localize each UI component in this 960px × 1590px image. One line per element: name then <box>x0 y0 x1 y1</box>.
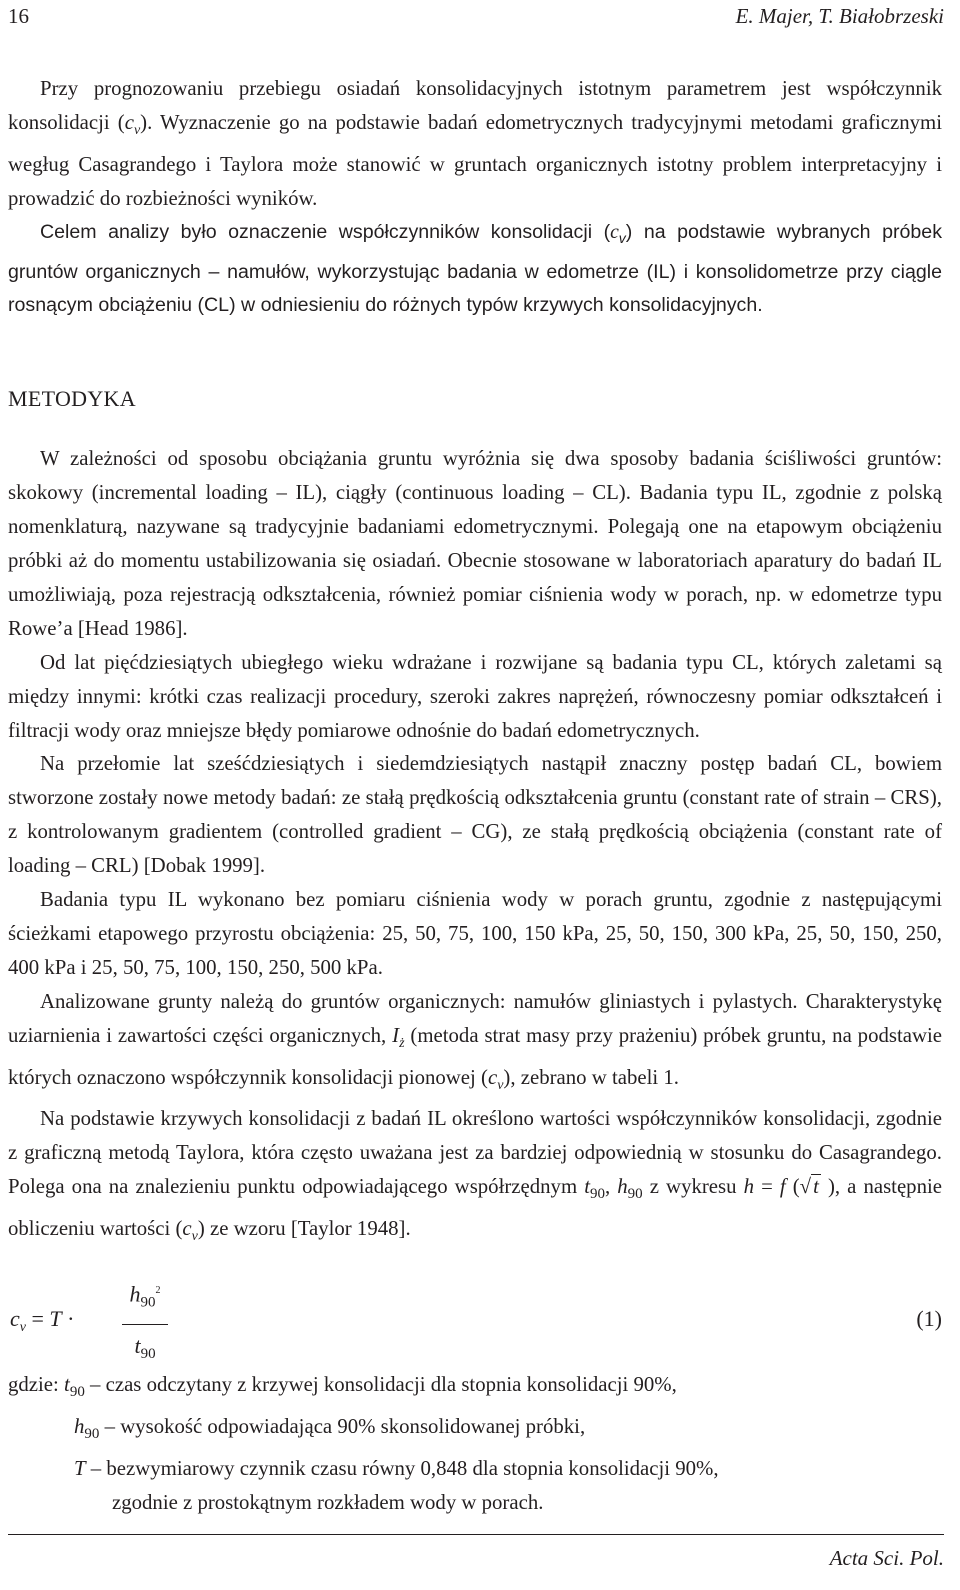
equation-1 <box>8 1272 942 1364</box>
legend-h90: $h_{90}$ – wysokość odpowiadająca 90% skonsolidowanej próbki, <box>74 1415 586 1442</box>
page-header <box>8 0 944 30</box>
legend-T: T – bezwymiarowy czynnik czasu równy 0,848 dla stopnia konsolidacji 90%, <box>74 1456 719 1480</box>
legend-t90: gdzie: $t_{90}$ – czas odczytany z krzywej konsolidacji dla stopnia konsolidacji 90%, <box>8 1373 677 1401</box>
equation-number: (1) <box>916 1306 942 1332</box>
formula-h: h <box>743 1175 754 1199</box>
equation-lhs: $c_v = T$ · <box>10 1306 75 1336</box>
equation-denominator: $t_{90}$ <box>134 1333 156 1363</box>
legend-T-continued: zgodnie z prostokątnym rozkładem wody w porach. <box>112 1490 544 1514</box>
intro-paragraph-2: Celem analizy było oznaczenie współczynników konsolidacji $(c_v)$ na podstawie wybranych próbek gruntów organicznych – namułów, wykorzystując badania w edometrze (IL) i konsolidometrze przy ciągle rosnącym obciążeniu (CL) w odniesieniu do różnych typów krzywych konsolidacyjnych. <box>8 220 942 317</box>
sqrt-sign: √ <box>799 1175 812 1199</box>
page-number: 16 <box>8 4 29 28</box>
methods-paragraph-2: Od lat pięćdziesiątych ubiegłego wieku wdrażane i rozwijane są badania typu CL, których zaletami są między innymi: krótki czas realizacji procedury, szeroki zakres naprężeń, równoczesny pomiar odkształceń i filtracji wody oraz mniejsze błędy pomiarowe odnośnie do badań edometrycznych. <box>8 650 942 742</box>
section-heading: METODYKA <box>8 386 136 412</box>
methods-paragraph-5: Analizowane grunty należą do gruntów organicznych: namułów gliniastych i pylastych. Charakterystykę uziarnienia i zawartości części organicznych, $I_ż$ (metoda strat masy przy prażeniu) próbek gruntu, na podstawie których oznaczono współczynnik konsolidacji pionowej $(c_v)$, zebrano w tabeli 1. <box>8 989 943 1093</box>
methods-paragraph-4: Badania typu IL wykonano bez pomiaru ciśnienia wody w porach gruntu, zgodnie z następującymi ścieżkami etapowego przyrostu obciążenia: 25, 50, 75, 100, 150 kPa, 25, 50, 150, 300 kPa, 25, 50, 150, 250, 400 kPa i 25, 50, 75, 100, 150, 250, 500 kPa. <box>8 888 942 979</box>
intro-paragraph-1: Przy prognozowaniu przebiegu osiadań konsolidacyjnych istotnym parametrem jest współczynnik konsolidacji $(c_v)$. Wyznaczenie go na podstawie badań edometrycznych tradycyjnymi metodami graficznymi wegług Casagrandego i Taylora może stanowić w gruntach organicznych istotny problem interpretacyjny i prowadzić do rozbieżności wyników. <box>8 77 942 210</box>
equation-numerator: $h_{90}^2$ <box>122 1274 168 1325</box>
running-head: E. Majer, T. Białobrzeski <box>735 4 944 28</box>
methods-paragraph-3: Na przełomie lat sześćdziesiątych i siedemdziesiątych nastąpił znaczny postęp badań CL, bowiem stworzone zostały nowe metody badań: ze stałą prędkością odkształcenia gruntu (constant rate of strain – CRS), z kontrolowanym gradientem (controlled gradient – CG), ze stałą prędkością obciążenia (constant rate of loading – CRL) [Dobak 1999]. <box>8 752 942 878</box>
methods-paragraph-6: Na podstawie krzywych konsolidacji z badań IL określono wartości współczynników konsolidacji, zgodnie z graficzną metodą Taylora, która często uważana jest za bardziej odpowiednią w stosunku do Casagrandego. Polega ona na znalezieniu punktu odpowiadającego współrzędnym $t_{90}$, $h_{90}$ z wykresu h = f (√t ), a następnie obliczeniu wartości $(c_v)$ ze wzoru [Taylor 1948]. <box>8 1107 942 1245</box>
equation-fraction <box>122 1274 168 1372</box>
journal-name: Acta Sci. Pol. <box>829 1546 944 1570</box>
body-text <box>8 72 942 1520</box>
methods-paragraph-1: W zależności od sposobu obciążania gruntu wyróżnia się dwa sposoby badania ściśliwości gruntów: skokowy (incremental loading – IL), ciągły (continuous loading – CL). Badania typu IL, zgodnie z polską nomenklaturą, nazywane są tradycyjnie badaniami edometrycznymi. Polegają one na etapowym obciążeniu próbki aż do momentu ustabilizowania się osiadań. Obecnie stosowane w laboratoriach aparatury do badań IL umożliwiają, poza rejestracją odkształcenia, również pomiar ciśnienia wody w porach, np. w edometrze typu Rowe’a [Head 1986]. <box>8 447 942 640</box>
footer-rule <box>8 1534 944 1535</box>
